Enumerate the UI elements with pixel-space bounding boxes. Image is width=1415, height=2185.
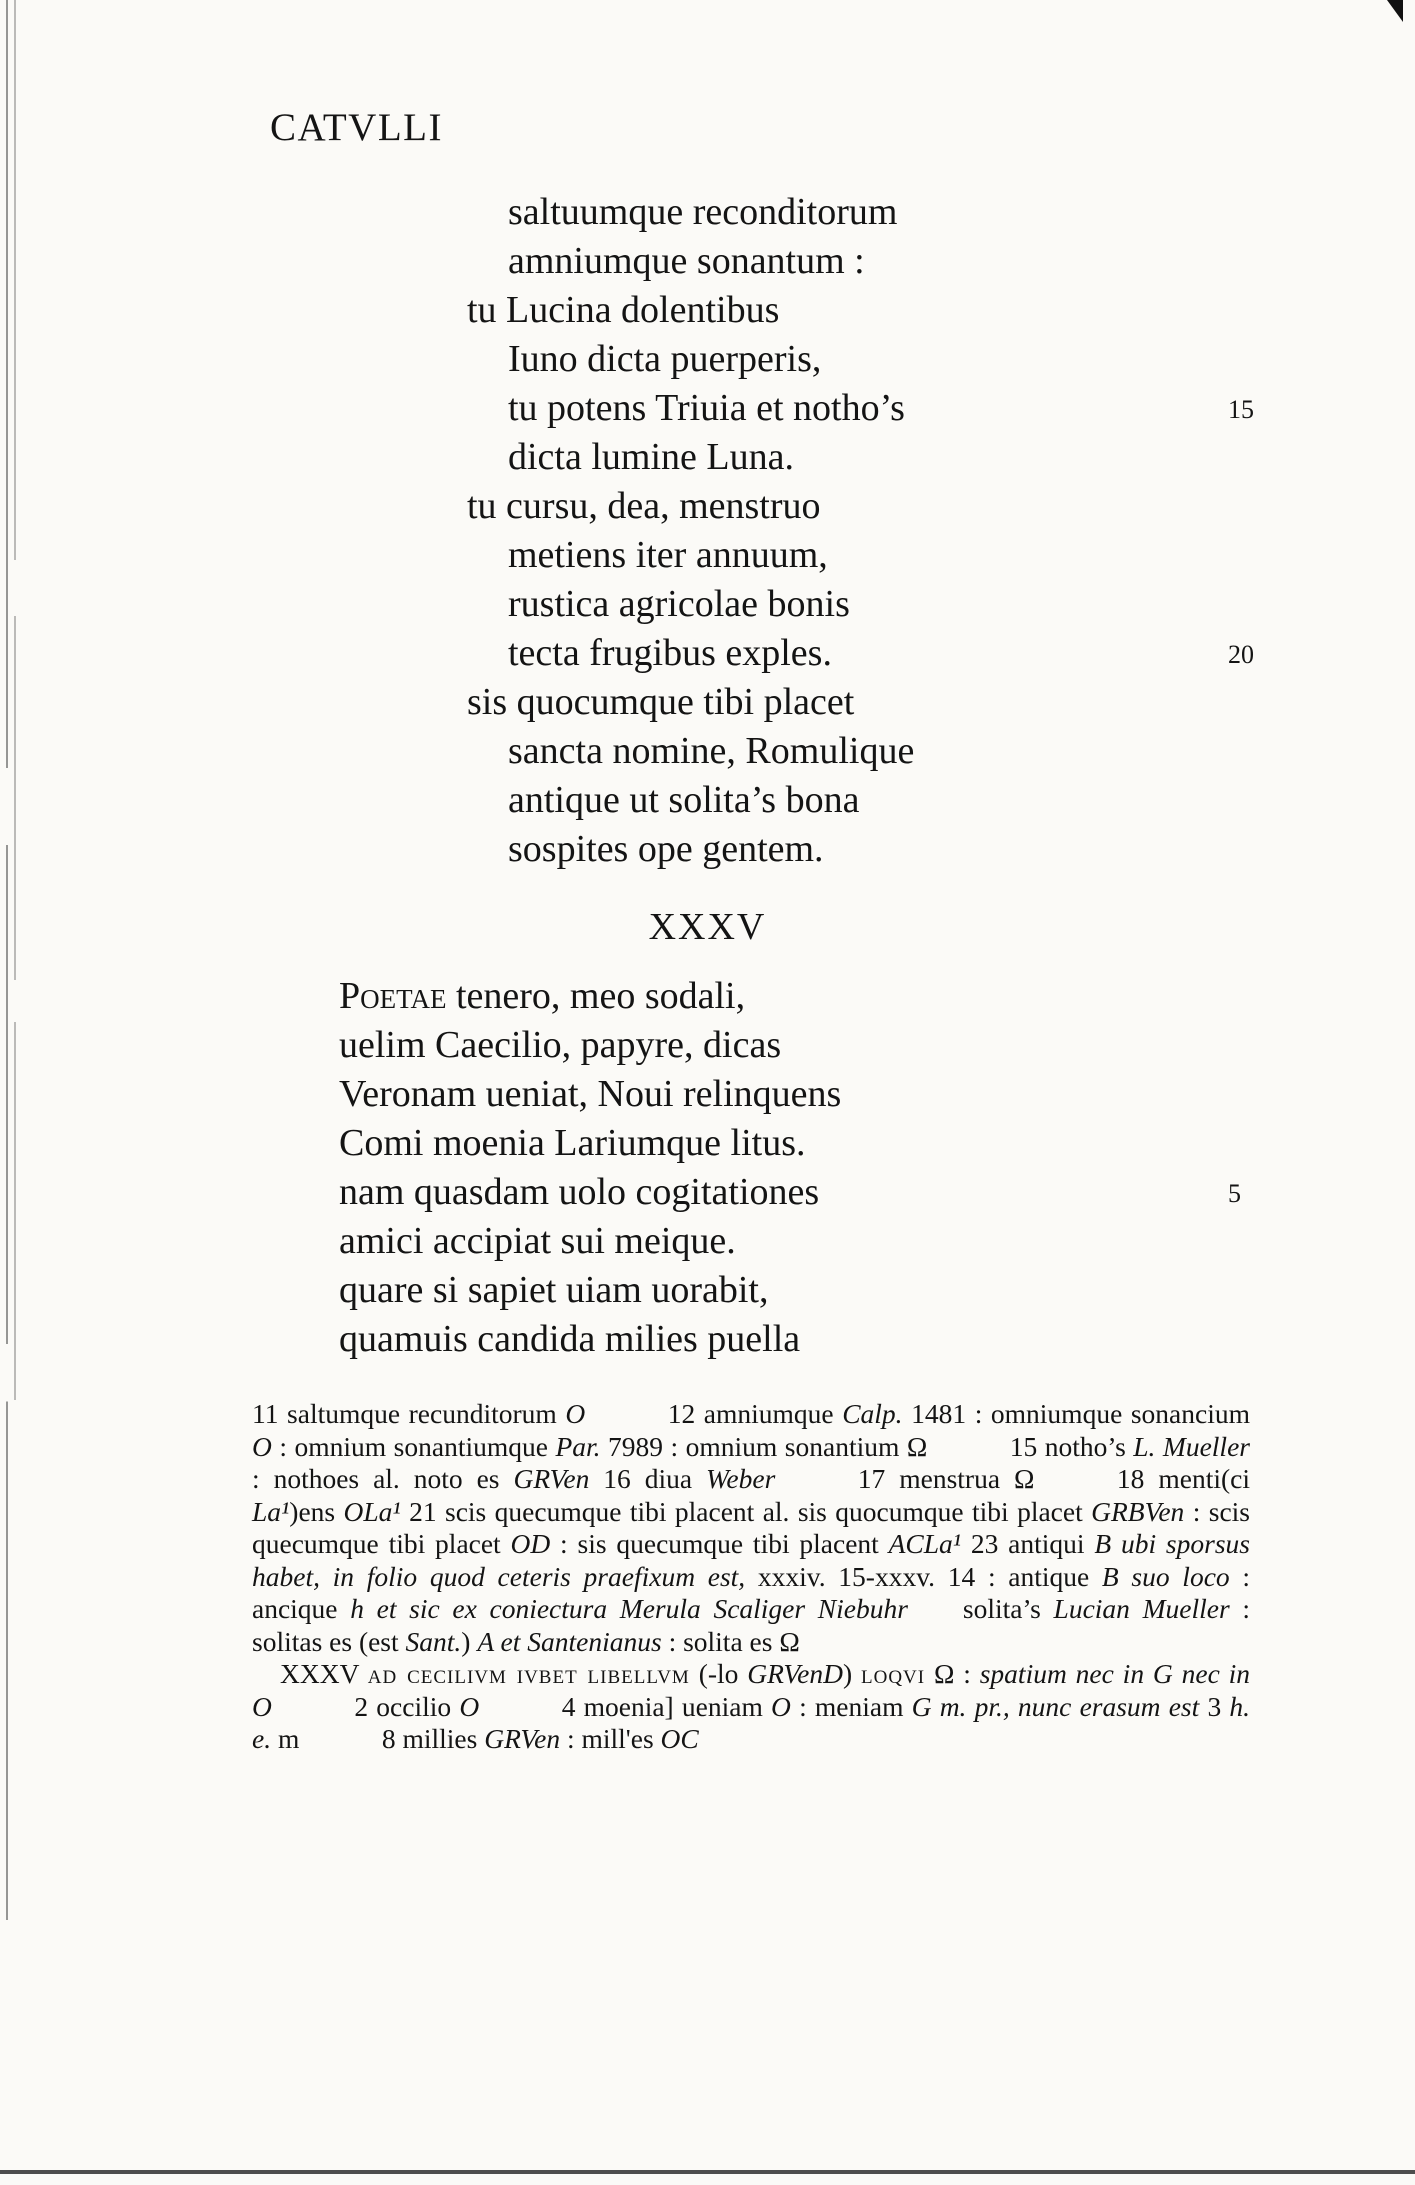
critical-apparatus xyxy=(252,1398,1250,1756)
apparatus-segment: solita’s xyxy=(907,1593,1054,1624)
apparatus-segment: Ω : xyxy=(925,1658,980,1689)
verse-line: quare si sapiet uiam uorabit, xyxy=(339,1269,769,1311)
apparatus-segment: GRVen xyxy=(513,1463,590,1494)
first-line-rest: tenero, meo sodali, xyxy=(446,975,746,1017)
apparatus-segment: xxxiv. 15-xxxv. 14 : antique xyxy=(745,1560,1102,1592)
apparatus-segment: 21 scis quecumque tibi placent al. sis quocumque tibi placet xyxy=(400,1495,1092,1527)
apparatus-poem-35 xyxy=(252,1658,1250,1756)
apparatus-segment: : meniam xyxy=(790,1690,912,1722)
apparatus-poem-34 xyxy=(252,1398,1250,1658)
apparatus-segment: : scis quecumque tibi placet xyxy=(252,1495,1250,1559)
apparatus-segment: 4 moenia] ueniam xyxy=(479,1690,772,1722)
apparatus-segment: OLa¹ xyxy=(343,1495,401,1527)
verse-line: amniumque sonantum : xyxy=(508,240,865,282)
apparatus-segment: Weber xyxy=(706,1463,776,1494)
apparatus-segment: ) xyxy=(461,1625,478,1657)
apparatus-segment: : solitas es (est xyxy=(252,1593,1250,1657)
apparatus-segment: La¹ xyxy=(252,1495,290,1527)
apparatus-segment: OC xyxy=(660,1723,699,1754)
line-number: 20 xyxy=(1228,640,1254,669)
line-number: 15 xyxy=(1228,395,1254,424)
apparatus-segment: Par. xyxy=(555,1430,601,1462)
apparatus-segment: : nothoes al. noto es xyxy=(252,1463,514,1494)
verse-line: rustica agricolae bonis xyxy=(508,583,850,625)
apparatus-segment: GRVen xyxy=(484,1723,561,1754)
verse-line: tecta frugibus exples. xyxy=(508,632,832,674)
apparatus-segment: loqvi xyxy=(861,1658,926,1689)
apparatus-segment: 3 xyxy=(1199,1690,1230,1722)
apparatus-segment: B suo loco xyxy=(1101,1560,1230,1592)
apparatus-segment: O xyxy=(565,1398,586,1429)
apparatus-segment: A et Santenianus xyxy=(477,1625,662,1657)
apparatus-segment: ACLa¹ xyxy=(888,1528,962,1559)
verse-line: uelim Caecilio, papyre, dicas xyxy=(339,1024,782,1066)
apparatus-segment: O xyxy=(459,1690,480,1722)
apparatus-segment: GRVenD xyxy=(747,1658,843,1689)
apparatus-segment: : solita es Ω xyxy=(661,1625,800,1657)
poem-35-heading: XXXV xyxy=(648,906,767,948)
apparatus-segment: m 8 millies xyxy=(271,1723,485,1754)
verse-line: saltuumque reconditorum xyxy=(508,191,898,233)
verse-line: Iuno dicta puerperis, xyxy=(508,338,822,380)
apparatus-segment: Lucian Mueller xyxy=(1053,1593,1230,1624)
apparatus-segment: L. Mueller xyxy=(1133,1430,1250,1462)
verse-line: sospites ope gentem. xyxy=(508,828,824,870)
verse-line: Veronam ueniat, Noui relinquens xyxy=(339,1073,842,1115)
apparatus-segment: : sis quecumque tibi placent xyxy=(550,1528,889,1559)
verse-line: nam quasdam uolo cogitationes xyxy=(339,1171,820,1213)
apparatus-segment: h et sic ex coniectura Merula Scaliger Niebuhr xyxy=(350,1593,908,1624)
bottom-edge xyxy=(0,2170,1415,2174)
apparatus-segment: OD xyxy=(510,1528,551,1559)
verse-line: quamuis candida milies puella xyxy=(339,1318,801,1360)
apparatus-segment: : omnium sonantiumque xyxy=(271,1430,556,1462)
apparatus-segment: ad cecilivm ivbet libellvm xyxy=(367,1658,690,1689)
running-head: CATVLLI xyxy=(270,106,443,149)
line-number: 5 xyxy=(1228,1179,1241,1208)
apparatus-segment: 17 menstrua Ω 18 menti(ci xyxy=(775,1463,1250,1494)
apparatus-segment: 23 antiqui xyxy=(961,1528,1095,1559)
verse-line: amici accipiat sui meique. xyxy=(339,1220,736,1262)
apparatus-segment: h. e. xyxy=(252,1690,1250,1754)
verse-line: tu Lucina dolentibus xyxy=(467,289,780,331)
apparatus-segment: (-lo xyxy=(689,1658,748,1689)
apparatus-segment: 16 diua xyxy=(589,1463,707,1494)
apparatus-segment: 2 occilio xyxy=(271,1690,460,1722)
verse-line: Comi moenia Lariumque litus. xyxy=(339,1122,806,1164)
first-word: Poetae xyxy=(339,975,447,1017)
verse-line: sancta nomine, Romulique xyxy=(508,730,915,772)
verse-line: dicta lumine Luna. xyxy=(508,436,794,478)
apparatus-segment: 7989 : omnium sonantium Ω 15 notho’s xyxy=(600,1430,1134,1462)
apparatus-segment: 11 saltumque recunditorum xyxy=(252,1398,566,1429)
apparatus-segment: O xyxy=(252,1430,272,1462)
apparatus-segment: : ancique xyxy=(252,1560,1251,1624)
apparatus-segment: )ens xyxy=(289,1495,344,1527)
gutter-shadow-inner xyxy=(14,0,16,1400)
apparatus-segment: ) xyxy=(842,1658,861,1689)
apparatus-segment: Sant. xyxy=(405,1625,462,1657)
verse-line: tu cursu, dea, menstruo xyxy=(467,485,821,527)
apparatus-segment: G m. pr., nunc erasum est xyxy=(911,1690,1200,1722)
apparatus-segment: spatium nec in G nec in O xyxy=(252,1658,1251,1722)
verse-line: antique ut solita’s bona xyxy=(508,779,860,821)
apparatus-segment: B ubi sporsus habet, in folio quod ceteris praefixum est, xyxy=(252,1528,1250,1592)
apparatus-segment: O xyxy=(771,1690,791,1722)
verse-line: sis quocumque tibi placet xyxy=(467,681,855,723)
apparatus-segment: GRBVen xyxy=(1091,1495,1185,1527)
verse-line xyxy=(339,972,745,1020)
apparatus-segment: Calp. xyxy=(842,1398,903,1429)
apparatus-segment: 12 amniumque xyxy=(585,1398,843,1429)
verse-line: metiens iter annuum, xyxy=(508,534,828,576)
apparatus-segment: : mill'es xyxy=(560,1723,661,1754)
apparatus-segment: XXXV xyxy=(280,1658,368,1689)
corner-mark xyxy=(1387,0,1403,22)
gutter-shadow xyxy=(6,0,8,1920)
apparatus-segment: 1481 : omniumque sonancium xyxy=(902,1398,1250,1429)
verse-line: tu potens Triuia et notho’s xyxy=(508,387,905,429)
